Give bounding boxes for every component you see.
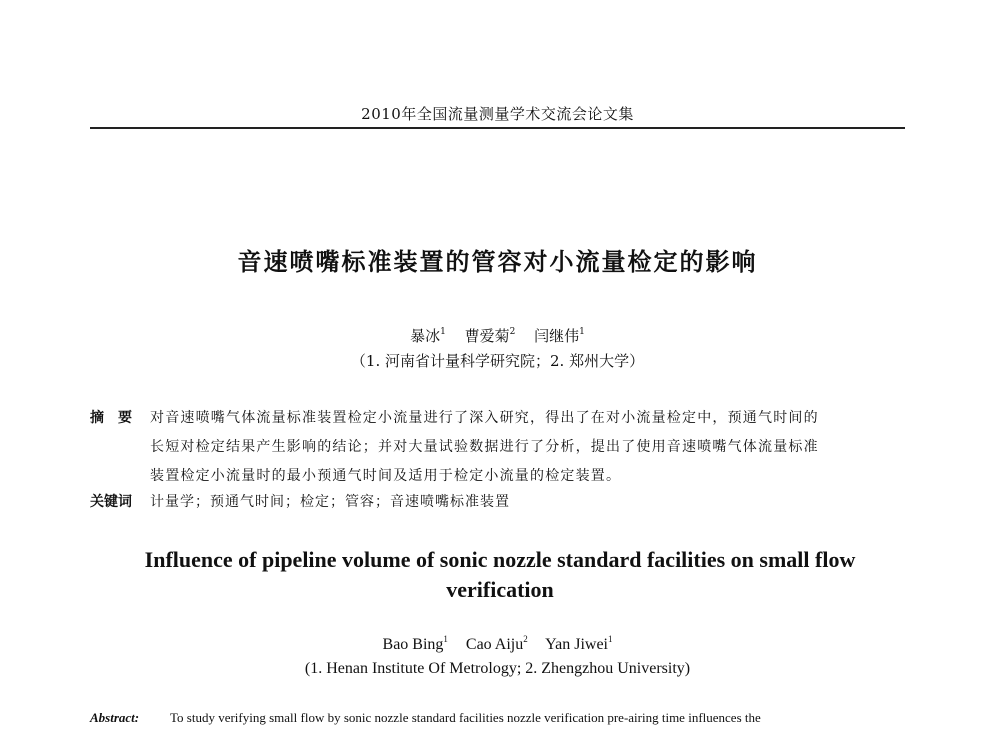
english-abstract-text: To study verifying small flow by sonic nozzle standard facilities nozzle verification pre-airing time influences the bbox=[170, 710, 761, 725]
chinese-title: 音速喷嘴标准装置的管容对小流量检定的影响 bbox=[237, 247, 758, 276]
author-name: Bao Bing bbox=[382, 636, 444, 653]
abstract-line: 装置检定小流量时的最小预通气时间及适用于检定小流量的检定装置。 bbox=[150, 468, 622, 484]
chinese-keywords bbox=[90, 491, 905, 513]
author-name: Cao Aiju bbox=[465, 636, 524, 653]
chinese-abstract bbox=[90, 404, 905, 491]
english-authors bbox=[90, 634, 905, 654]
author-name: 闫继伟 bbox=[534, 327, 580, 345]
header-rule bbox=[90, 127, 905, 129]
keywords-label: 关键词 bbox=[90, 494, 132, 510]
abstract-line: 长短对检定结果产生影响的结论；并对大量试验数据进行了分析，提出了使用音速喷嘴气体流量标准 bbox=[150, 439, 819, 455]
author-affiliation-mark: 1 bbox=[579, 327, 585, 337]
author-affiliation-mark: 1 bbox=[607, 634, 613, 644]
running-head: 2010年全国流量测量学术交流会论文集 bbox=[361, 105, 634, 123]
author-name: 曹爱菊 bbox=[464, 327, 510, 345]
author-affiliation-mark: 1 bbox=[443, 634, 448, 644]
chinese-affiliation: （1. 河南省计量科学研究院；2. 郑州大学） bbox=[350, 352, 645, 370]
author-affiliation-mark: 1 bbox=[440, 327, 446, 337]
keywords-text: 计量学；预通气时间；检定；管容；音速喷嘴标准装置 bbox=[150, 494, 510, 510]
author-affiliation-mark: 2 bbox=[509, 327, 516, 337]
chinese-authors bbox=[90, 325, 905, 346]
abstract-body bbox=[150, 404, 905, 491]
english-title: Influence of pipeline volume of sonic nozzle standard facilities on small flow verification bbox=[144, 547, 856, 602]
english-affiliation: (1. Henan Institute Of Metrology; 2. Zhengzhou University) bbox=[304, 660, 691, 677]
author-name: Yan Jiwei bbox=[545, 636, 608, 653]
english-abstract bbox=[90, 710, 905, 726]
abstract-line: 对音速喷嘴气体流量标准装置检定小流量进行了深入研究，得出了在对小流量检定中，预通气时间的 bbox=[150, 410, 819, 426]
english-abstract-label: Abstract: bbox=[90, 710, 140, 725]
author-name: 暴冰 bbox=[410, 327, 441, 345]
author-affiliation-mark: 2 bbox=[523, 634, 528, 644]
abstract-label: 摘要 bbox=[90, 410, 146, 426]
